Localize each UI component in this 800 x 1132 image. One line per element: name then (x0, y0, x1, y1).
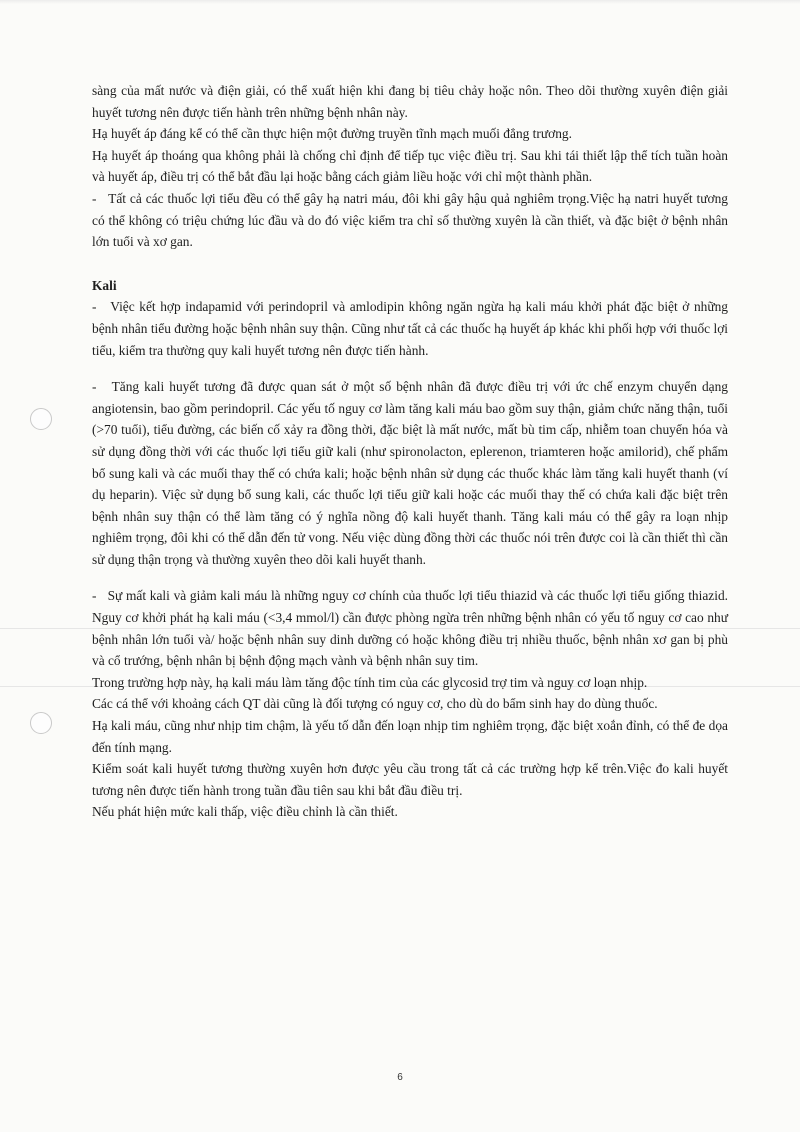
paragraph-hypotension: Hạ huyết áp đáng kể có thể cần thực hiện một đường truyền tĩnh mạch muối đẳng trương. (92, 126, 572, 142)
paragraph-dehydration: sàng của mất nước và điện giải, có thể xuất hiện khi đang bị tiêu chảy hoặc nôn. Theo dõi thường xuyên điện giải huyết tương nên được tiến hành trên những bệnh nhân này. (92, 83, 728, 120)
section-heading-kali: Kali (92, 277, 117, 293)
punch-hole (30, 712, 52, 734)
paragraph-potassium-loss: - Sự mất kali và giảm kali máu là những nguy cơ chính của thuốc lợi tiểu thiazid và các thuốc lợi tiểu giống thiazid. Nguy cơ khởi phát hạ kali máu (<3,4 mmol/l) cần được phòng ngừa trên những bệnh nhân có yếu tố nguy cơ cao như bệnh nhân lớn tuổi và/ hoặc bệnh nhân suy dinh dưỡng có hoặc không điều trị nhiều thuốc, bệnh nhân xơ gan bị phù và cổ trướng, bệnh nhân bị bệnh động mạch vành và bệnh nhân suy tim. (92, 588, 728, 669)
paragraph-qt-interval: Các cá thể với khoảng cách QT dài cũng là đối tượng có nguy cơ, cho dù do bẩm sinh hay do dùng thuốc. (92, 696, 658, 712)
paragraph-hyperkalemia: - Tăng kali huyết tương đã được quan sát ở một số bệnh nhân đã được điều trị với ức chế enzym chuyển dạng angiotensin, bao gồm perindopril. Các yếu tố nguy cơ làm tăng kali máu bao gồm suy thận, giảm chức năng thận, tuổi (>70 tuổi), tiểu đường, các biến cố xảy ra đồng thời, đặc biệt là mất nước, mất bù tim cấp, nhiễm toan chuyển hóa và sử dụng đồng thời với các thuốc lợi tiểu giữ kali (như spironolacton, eplerenon, triamteren hoặc amilorid), chế phẩm bổ sung kali và các muối thay thế có chứa kali; hoặc bệnh nhân sử dụng các thuốc khác làm tăng kali huyết thanh (ví dụ heparin). Việc sử dụng bổ sung kali, các thuốc lợi tiểu giữ kali hoặc các muối thay thế có chứa kali đặc biệt trên bệnh nhân suy thận có thể làm tăng có ý nghĩa nồng độ kali huyết thanh. Tăng kali máu có thể gây ra loạn nhịp nghiêm trọng, đôi khi có thể dẫn đến tử vong. Nếu việc dùng đồng thời các thuốc nói trên được coi là cần thiết thì cần sử dụng thận trọng và thường xuyên theo dõi kali huyết thanh. (92, 379, 728, 567)
paragraph-monitoring: Kiểm soát kali huyết tương thường xuyên hơn được yêu cầu trong tất cả các trường hợp kể trên.Việc đo kali huyết tương nên được tiến hành trong tuần đầu tiên sau khi bắt đầu điều trị. (92, 761, 728, 798)
paragraph-correction: Nếu phát hiện mức kali thấp, việc điều chỉnh là cần thiết. (92, 804, 398, 820)
paragraph-hyponatremia: - Tất cả các thuốc lợi tiểu đều có thể gây hạ natri máu, đôi khi gây hậu quả nghiêm trọng.Việc hạ natri huyết tương có thể không có triệu chứng lúc đầu và do đó việc kiểm tra chỉ số thường xuyên là cần thiết, và đặc biệt ở bệnh nhân lớn tuổi và xơ gan. (92, 190, 728, 250)
document-body (92, 80, 728, 823)
paragraph-cardiac-toxicity: Trong trường hợp này, hạ kali máu làm tăng độc tính tim của các glycosid trợ tim và nguy cơ loạn nhịp. (92, 674, 648, 690)
paragraph-transient-hypotension: Hạ huyết áp thoáng qua không phải là chống chỉ định để tiếp tục việc điều trị. Sau khi tái thiết lập thể tích tuần hoàn và huyết áp, điều trị có thể bắt đầu lại hoặc bằng cách giảm liều hoặc với chỉ một thành phần. (92, 147, 728, 185)
page-number: 6 (397, 1072, 403, 1083)
paragraph-hypokalemia-combination: - Việc kết hợp indapamid với perindopril và amlodipin không ngăn ngừa hạ kali máu khởi phát đặc biệt ở những bệnh nhân tiểu đường hoặc bệnh nhân suy thận. Cũng như tất cả các thuốc hạ huyết áp khác khi phối hợp với thuốc lợi tiểu, kiểm tra thường quy kali huyết tương nên được tiến hành. (92, 299, 728, 358)
scan-top-edge (0, 0, 800, 4)
paragraph-torsades: Hạ kali máu, cũng như nhịp tim chậm, là yếu tố dẫn đến loạn nhịp tim nghiêm trọng, đặc biệt xoắn đỉnh, có thể đe dọa đến tính mạng. (92, 718, 728, 755)
punch-hole (30, 408, 52, 430)
